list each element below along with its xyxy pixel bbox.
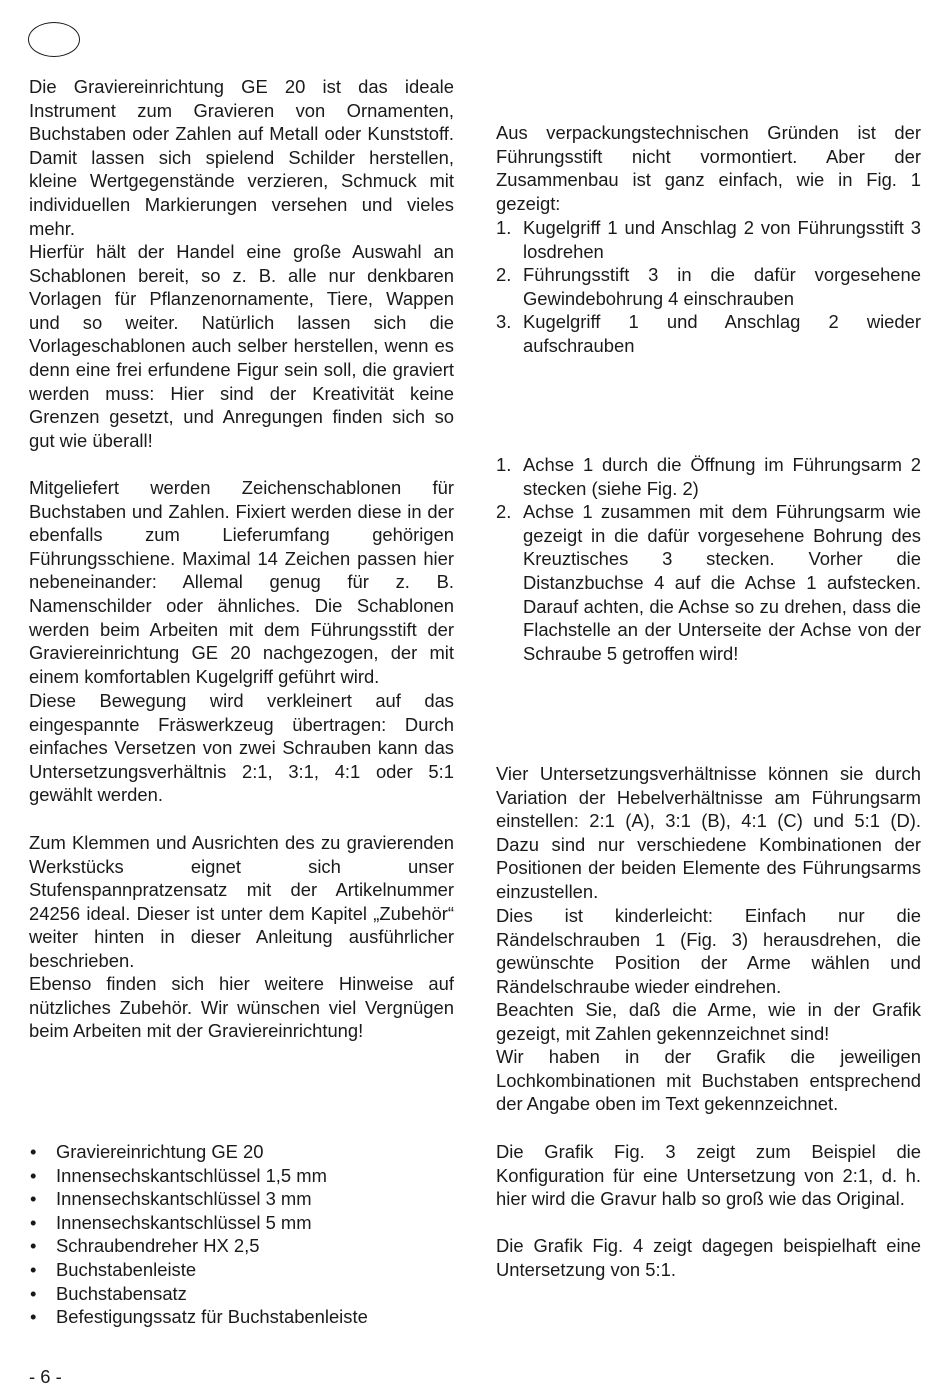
fig3-paragraph: Die Grafik Fig. 3 zeigt zum Beispiel die Konfiguration für eine Untersetzung von 2:1, d. h. hier wird die Gravur halb so groß wie das Original. xyxy=(496,1141,921,1210)
accessories-paragraph: Ebenso finden sich hier weitere Hinweise auf nützliches Zubehör. Wir wünschen viel Vergnügen beim Arbeiten mit der Graviereinrichtung! xyxy=(29,973,454,1042)
list-item: • Schraubendreher HX 2,5 xyxy=(30,1235,260,1257)
intro-paragraph: Die Graviereinrichtung GE 20 ist das ideale Instrument zum Gravieren von Ornamenten, Buchstaben oder Zahlen auf Metall oder Kunststoff. Damit lassen sich spielend Schilder herstellen, kleine Wertgegenstände verzieren, Schmuck mit individuellen Markierungen versehen und vieles mehr. xyxy=(29,76,454,239)
note-letters-paragraph: Wir haben in der Grafik die jeweiligen Lochkombinationen mit Buchstaben entsprechend der Angabe oben im Text gekennzeichnet. xyxy=(496,1046,921,1115)
list-item: • Innensechskantschlüssel 1,5 mm xyxy=(30,1164,327,1186)
list-item: • Graviereinrichtung GE 20 xyxy=(30,1141,264,1162)
ratios-paragraph: Vier Untersetzungsverhältnisse können sie durch Variation der Hebelverhältnisse am Führungsarm einstellen: 2:1 (A), 3:1 (B), 4:1 (C) und 5:1 (D). Dazu sind nur verschiedene Kombinationen der Positionen der beiden Elemente des Führungsarms einzustellen. xyxy=(496,763,921,902)
list-item: • Innensechskantschlüssel 5 mm xyxy=(30,1211,312,1233)
bullet-icon: • xyxy=(30,1235,37,1257)
note-numbers-paragraph: Beachten Sie, daß die Arme, wie in der Grafik gezeigt, mit Zahlen gekennzeichnet sind! xyxy=(496,999,921,1044)
templates-paragraph: Hierfür hält der Handel eine große Auswahl an Schablonen bereit, so z. B. alle nur denkbaren Vorlagen für Pflanzenornamente, Tiere, Wappen und so weiter. Natürlich lassen sich die Vorlageschablonen auch selber herstellen, wenn es denn eine frei erfundene Figur sein soll, die graviert werden muss: Hier sind der Kreativität keine Grenzen gesetzt, und Anregungen finden sich so gut wie überall! xyxy=(29,241,454,451)
language-marker-oval xyxy=(28,22,80,57)
list-item: • Innensechskantschlüssel 3 mm xyxy=(30,1188,312,1210)
movement-paragraph: Diese Bewegung wird verkleinert auf das eingespannte Fräswerkzeug übertragen: Durch einfaches Versetzen von zwei Schrauben kann das Untersetzungsverhältnis 2:1, 3:1, 4:1 oder 5:1 gewählt werden. xyxy=(29,690,454,806)
list-item: • Buchstabenleiste xyxy=(30,1258,197,1280)
list-item: 2. Achse 1 zusammen mit dem Führungsarm wie gezeigt in die dafür vorgesehene Bohrung des Kreuztisches 3 stecken. Vorher die Distanzbuchse 4 auf die Achse 1 aufstecken. Darauf achten, die Achse so zu drehen, dass die Flachstelle an der Unterseite der Achse von der Schraube 5 getroffen wird! xyxy=(496,501,921,664)
page-number: - 6 - xyxy=(29,1366,62,1387)
clamping-paragraph: Zum Klemmen und Ausrichten des zu gravierenden Werkstücks eignet sich unser Stufenspannpratzensatz mit der Artikelnummer 24256 ideal. Dieser ist unter dem Kapitel „Zubehör“ weiter hinten in dieser Anleitung ausführlicher beschrieben. xyxy=(29,832,454,971)
fig4-paragraph: Die Grafik Fig. 4 zeigt dagegen beispielhaft eine Untersetzung von 5:1. xyxy=(496,1235,921,1280)
easy-paragraph: Dies ist kinderleicht: Einfach nur die Rändelschrauben 1 (Fig. 3) herausdrehen, die gewünschte Position der Arme wählen und Rändelschraube wieder eindrehen. xyxy=(496,905,921,997)
bullet-icon: • xyxy=(30,1211,37,1233)
scope-of-delivery-list xyxy=(29,1140,454,1329)
bullet-icon: • xyxy=(30,1188,37,1210)
list-item: 3. Kugelgriff 1 und Anschlag 2 wieder aufschrauben xyxy=(496,311,921,356)
bullet-icon: • xyxy=(30,1258,37,1280)
bullet-icon: • xyxy=(30,1282,37,1304)
bullet-icon: • xyxy=(30,1141,37,1162)
assembly-steps-list xyxy=(496,216,921,358)
axis-steps-list xyxy=(496,453,921,665)
list-item: • Befestigungssatz für Buchstabenleiste xyxy=(30,1306,368,1328)
list-item: 2. Führungsstift 3 in die dafür vorgesehene Gewindebohrung 4 einschrauben xyxy=(496,264,921,309)
bullet-icon: • xyxy=(30,1164,37,1186)
supplied-paragraph: Mitgeliefert werden Zeichenschablonen für Buchstaben und Zahlen. Fixiert werden diese in der ebenfalls zum Lieferumfang gehörigen Führungsschiene. Maximal 14 Zeichen passen hier nebeneinander: Allemal genug für z. B. Namenschilder oder ähnliches. Die Schablonen werden beim Arbeiten mit dem Führungsstift der Graviereinrichtung GE 20 nachgezogen, der mit einem komfortablen Kugelgriff geführt wird. xyxy=(29,477,454,687)
list-item: 1. Kugelgriff 1 und Anschlag 2 von Führungsstift 3 losdrehen xyxy=(496,217,921,262)
list-item: • Buchstabensatz xyxy=(30,1282,187,1304)
packaging-paragraph: Aus verpackungstechnischen Gründen ist der Führungsstift nicht vormontiert. Aber der Zusammenbau ist ganz einfach, wie in Fig. 1 gezeigt: xyxy=(496,122,921,214)
list-item: 1. Achse 1 durch die Öffnung im Führungsarm 2 stecken (siehe Fig. 2) xyxy=(496,454,921,499)
bullet-icon: • xyxy=(30,1306,37,1328)
